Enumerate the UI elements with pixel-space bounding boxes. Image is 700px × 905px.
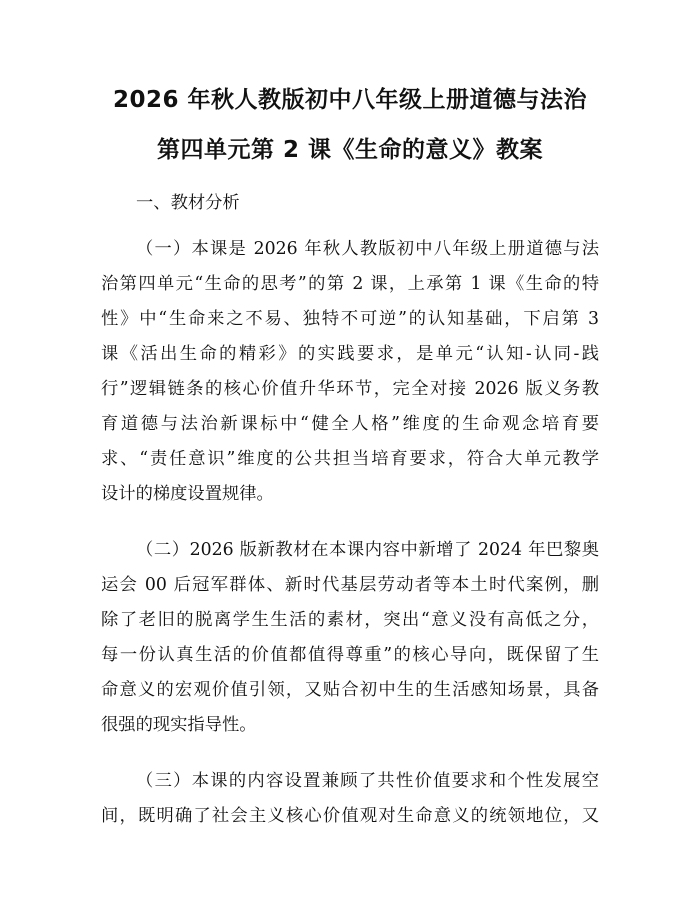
document-title-line-2: 第四单元第 2 课《生命的意义》教案	[156, 137, 544, 163]
document-title-line-1: 2026 年秋人教版初中八年级上册道德与法治	[112, 87, 588, 113]
paragraph-line: 课《活出生命的精彩》的实践要求，是单元“认知-认同-践	[101, 344, 599, 364]
paragraph-line: 育道德与法治新课标中“健全人格”维度的生命观念培育要	[101, 414, 599, 434]
paragraph-line: 除了老旧的脱离学生生活的素材，突出“意义没有高低之分，	[101, 610, 599, 630]
paragraph-line: 设计的梯度设置规律。	[101, 484, 274, 504]
section-heading: 一、教材分析	[136, 193, 240, 213]
paragraph-line: 治第四单元“生命的思考”的第 2 课，上承第 1 课《生命的特	[101, 274, 599, 294]
paragraph-line: 行”逻辑链条的核心价值升华环节，完全对接 2026 版义务教	[101, 379, 599, 399]
paragraph-line: （一）本课是 2026 年秋人教版初中八年级上册道德与法	[136, 239, 599, 259]
paragraph-line: 很强的现实指导性。	[101, 715, 257, 735]
paragraph-line: 命意义的宏观价值引领，又贴合初中生的生活感知场景，具备	[101, 680, 599, 700]
paragraph-line: 每一份认真生活的价值都值得尊重”的核心导向，既保留了生	[101, 645, 599, 665]
paragraph-line: 运会 00 后冠军群体、新时代基层劳动者等本土时代案例，删	[101, 575, 599, 595]
paragraph-line: （三）本课的内容设置兼顾了共性价值要求和个性发展空	[136, 771, 599, 791]
paragraph-line: 求、“责任意识”维度的公共担当培育要求，符合大单元教学	[101, 449, 599, 469]
paragraph-line: 间，既明确了社会主义核心价值观对生命意义的统领地位，又	[101, 806, 599, 826]
paragraph-line: （二）2026 版新教材在本课内容中新增了 2024 年巴黎奥	[136, 540, 599, 560]
paragraph-line: 性》中“生命来之不易、独特不可逆”的认知基础，下启第 3	[101, 309, 599, 329]
